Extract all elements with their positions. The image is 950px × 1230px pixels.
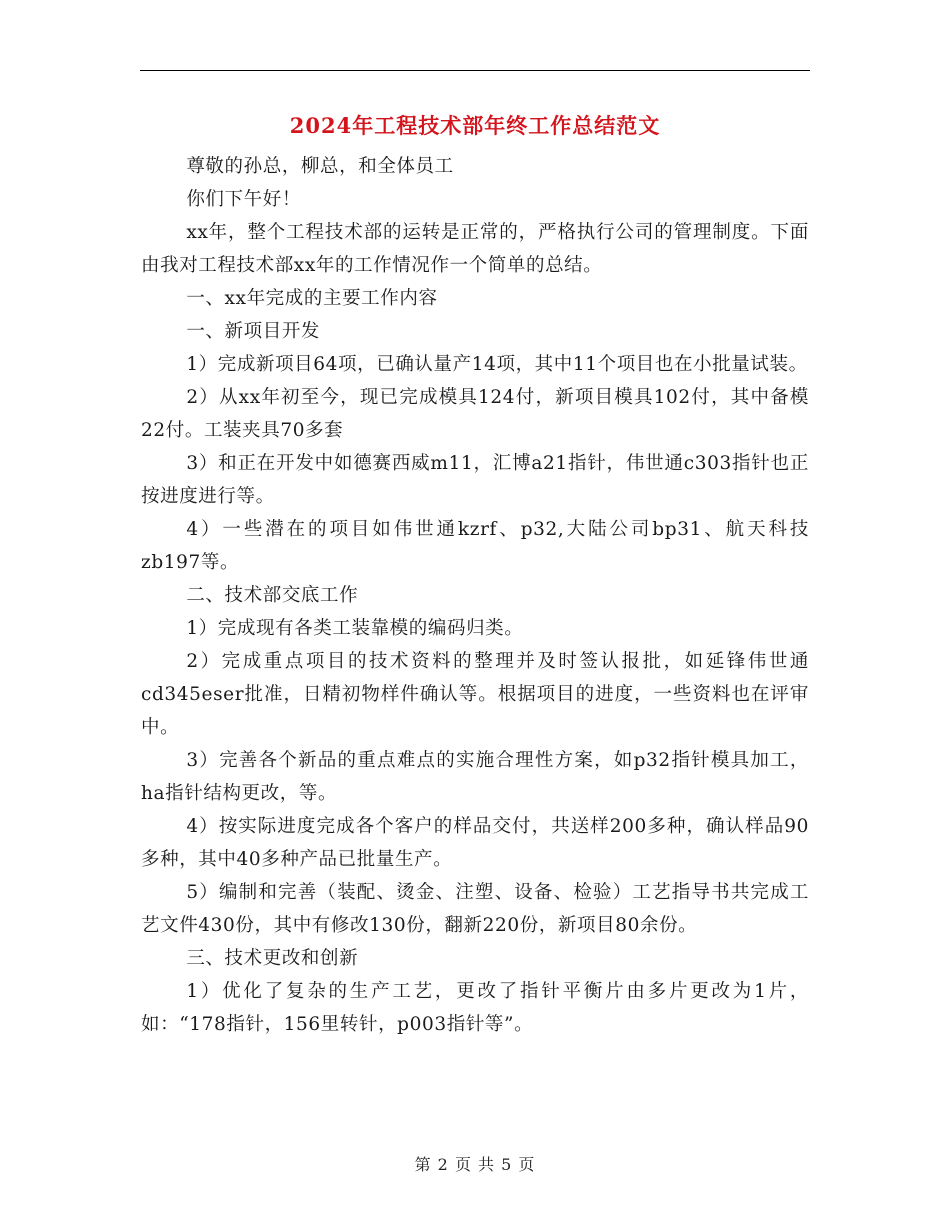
document-title: 2024年工程技术部年终工作总结范文	[289, 113, 661, 138]
header-rule	[140, 70, 810, 71]
section-heading-tech-handover: 二、技术部交底工作	[186, 585, 359, 606]
section-heading-tech-change: 三、技术更改和创新	[186, 948, 359, 969]
document-body	[141, 150, 809, 1041]
list-item: 1）完成现有各类工装靠模的编码归类。	[186, 618, 524, 639]
section-heading-main-work: 一、xx年完成的主要工作内容	[186, 288, 438, 309]
list-item: 2）完成重点项目的技术资料的整理并及时签认报批，如延锋伟世通cd345eser批准，日精初物样件确认等。根据项目的进度，一些资料也在评审中。	[141, 651, 809, 738]
list-item: 3）和正在开发中如德赛西威m11，汇博a21指针，伟世通c303指针也正按进度进行等。	[141, 453, 809, 507]
list-item: 4）按实际进度完成各个客户的样品交付，共送样200多种，确认样品90多种，其中40多种产品已批量生产。	[141, 816, 809, 870]
paragraph-greeting: 尊敬的孙总，柳总，和全体员工	[186, 156, 454, 177]
list-item: 1）完成新项目64项，已确认量产14项，其中11个项目也在小批量试装。	[186, 354, 808, 375]
list-item: 1）优化了复杂的生产工艺，更改了指针平衡片由多片更改为1片，如：“178指针，156里转针，p003指针等”。	[141, 981, 809, 1035]
list-item: 5）编制和完善（装配、烫金、注塑、设备、检验）工艺指导书共完成工艺文件430份，其中有修改130份，翻新220份，新项目80余份。	[141, 882, 809, 936]
list-item: 4）一些潜在的项目如伟世通kzrf、p32,大陆公司bp31、航天科技zb197等。	[141, 519, 809, 573]
paragraph-intro: xx年，整个工程技术部的运转是正常的，严格执行公司的管理制度。下面由我对工程技术部xx年的工作情况作一个简单的总结。	[141, 222, 809, 276]
page-number: 第 2 页 共 5 页	[414, 1155, 536, 1174]
paragraph-salutation: 你们下午好！	[186, 189, 301, 210]
list-item: 3）完善各个新品的重点难点的实施合理性方案，如p32指针模具加工，ha指针结构更改，等。	[141, 750, 809, 804]
list-item: 2）从xx年初至今，现已完成模具124付，新项目模具102付，其中备模22付。工装夹具70多套	[141, 387, 809, 441]
subsection-heading-new-projects: 一、新项目开发	[186, 321, 321, 342]
